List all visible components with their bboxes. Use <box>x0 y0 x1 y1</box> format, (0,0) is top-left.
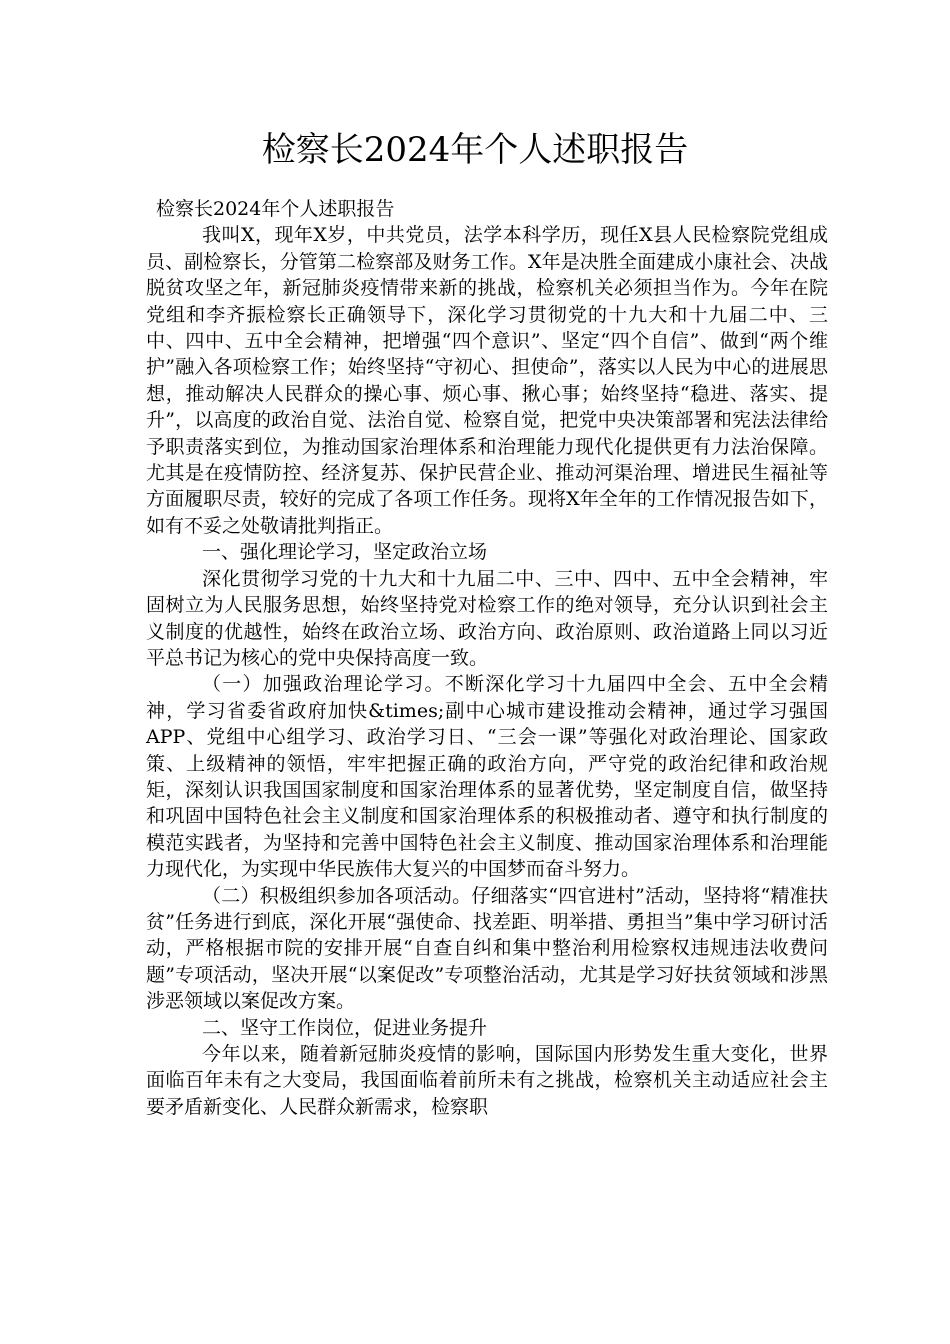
document-subtitle: 检察长2024年个人述职报告 <box>156 198 395 220</box>
paragraph-subsection-1: （一）加强政治理论学习。不断深化学习十九届四中全会、五中全会精神，学习省委省政府加快&times;副中心城市建设推动会精神，通过学习强国APP、党组中心组学习、政治学习日、“三会一课”等强化对政治理论、国家政策、上级精神的领悟，牢牢把握正确的政治方向，严守党的政治纪律和政治规矩，深刻认识我国国家制度和国家治理体系的显著优势，坚定制度自信，做坚持和巩固中国特色社会主义制度和国家治理体系的积极推动者、遵守和执行制度的模范实践者，为坚持和完善中国特色社会主义制度、推动国家治理体系和治理能力现代化，为实现中华民族伟大复兴的中国梦而奋斗努力。 <box>146 673 828 881</box>
document-title: 检察长2024年个人述职报告 <box>261 130 689 170</box>
document-body <box>146 196 828 1120</box>
paragraph-section-2: 今年以来，随着新冠肺炎疫情的影响，国际国内形势发生重大变化，世界面临百年未有之大变局，我国面临着前所未有之挑战，检察机关主动适应社会主要矛盾新变化、人民群众新需求，检察职 <box>146 1043 828 1118</box>
paragraph-intro: 我叫X，现年X岁，中共党员，法学本科学历，现任X县人民检察院党组成员、副检察长，分管第二检察部及财务工作。X年是决胜全面建成小康社会、决战脱贫攻坚之年，新冠肺炎疫情带来新的挑战，检察机关必须担当作为。今年在院党组和李齐振检察长正确领导下，深化学习贯彻党的十九大和十九届二中、三中、四中、五中全会精神，把增强“四个意识”、坚定“四个自信”、做到“两个维护”融入各项检察工作；始终坚持“守初心、担使命”，落实以人民为中心的进展思想，推动解决人民群众的操心事、烦心事、揪心事；始终坚持“稳进、落实、提升”，以高度的政治自觉、法治自觉、检察自觉，把党中央决策部署和宪法法律给予职责落实到位，为推动国家治理体系和治理能力现代化提供更有力法治保障。尤其是在疫情防控、经济复苏、保护民营企业、推动河渠治理、增进民生福祉等方面履职尽责，较好的完成了各项工作任务。现将X年全年的工作情况报告如下，如有不妥之处敬请批判指正。 <box>146 224 828 537</box>
section-heading-1: 一、强化理论学习，坚定政治立场 <box>202 541 488 564</box>
paragraph-section-1: 深化贯彻学习党的十九大和十九届二中、三中、四中、五中全会精神，牢固树立为人民服务思想，始终坚持党对检察工作的绝对领导，充分认识到社会主义制度的优越性，始终在政治立场、政治方向、政治原则、政治道路上同以习近平总书记为核心的党中央保持高度一致。 <box>146 567 828 669</box>
section-heading-2: 二、坚守工作岗位，促进业务提升 <box>202 1016 488 1039</box>
paragraph-subsection-2: （二）积极组织参加各项活动。仔细落实“四官进村”活动，坚持将“精准扶贫”任务进行到底，深化开展“强使命、找差距、明举措、勇担当”集中学习研讨活动，严格根据市院的安排开展“自查自纠和集中整治利用检察权违规违法收费问题”专项活动，坚决开展“以案促改”专项整治活动，尤其是学习好扶贫领域和涉黑涉恶领域以案促改方案。 <box>146 884 828 1013</box>
